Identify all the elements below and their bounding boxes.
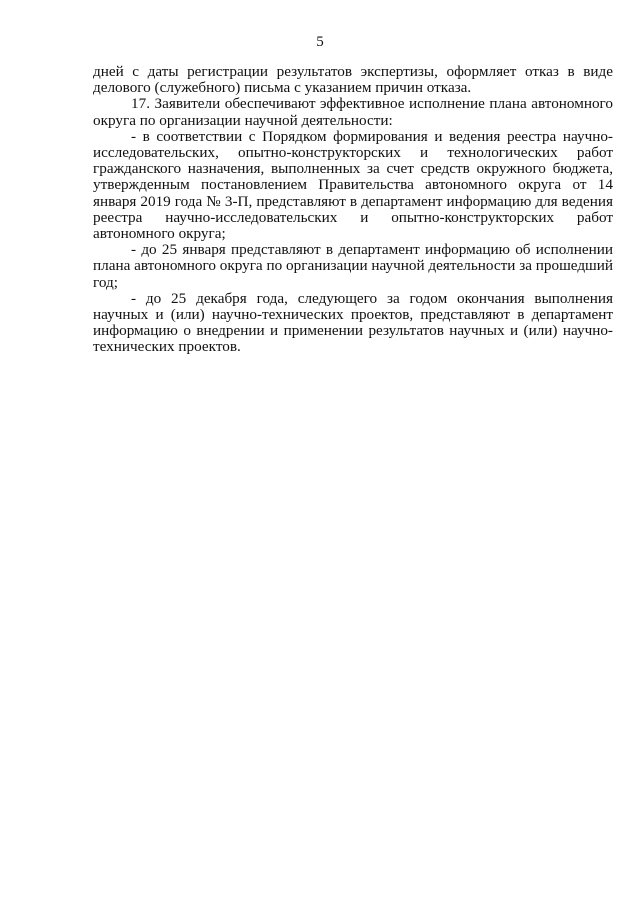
paragraph-january-report: - до 25 января представляют в департамент информацию об исполнении плана автономного округа по организации научной деятельности за прошедший год; bbox=[93, 241, 613, 291]
paragraph-registry-obligation: - в соответствии с Порядком формирования и ведения реестра научно-исследовательских, опытно-конструкторских и технологических работ гражданского назначения, выполненных за счет средств окружного бюджета, утвержденным постановлением Правительства автономного округа от 14 января 2019 года № 3-П, представляют в департамент информацию для ведения реестра научно-исследовательских и опытно-конструкторских работ автономного округа; bbox=[93, 127, 613, 243]
page-number: 5 bbox=[316, 34, 324, 50]
paragraph-december-report: - до 25 декабря года, следующего за годом окончания выполнения научных и (или) научно-технических проектов, представляют в департамент информацию о внедрении и применении результатов научных и (или) научно-технических проектов. bbox=[93, 289, 613, 356]
document-body bbox=[93, 64, 613, 356]
paragraph-item-17: 17. Заявители обеспечивают эффективное исполнение плана автономного округа по организации научной деятельности: bbox=[93, 95, 613, 129]
paragraph-continuation: дней с даты регистрации результатов экспертизы, оформляет отказ в виде делового (служебного) письма с указанием причин отказа. bbox=[93, 63, 613, 97]
